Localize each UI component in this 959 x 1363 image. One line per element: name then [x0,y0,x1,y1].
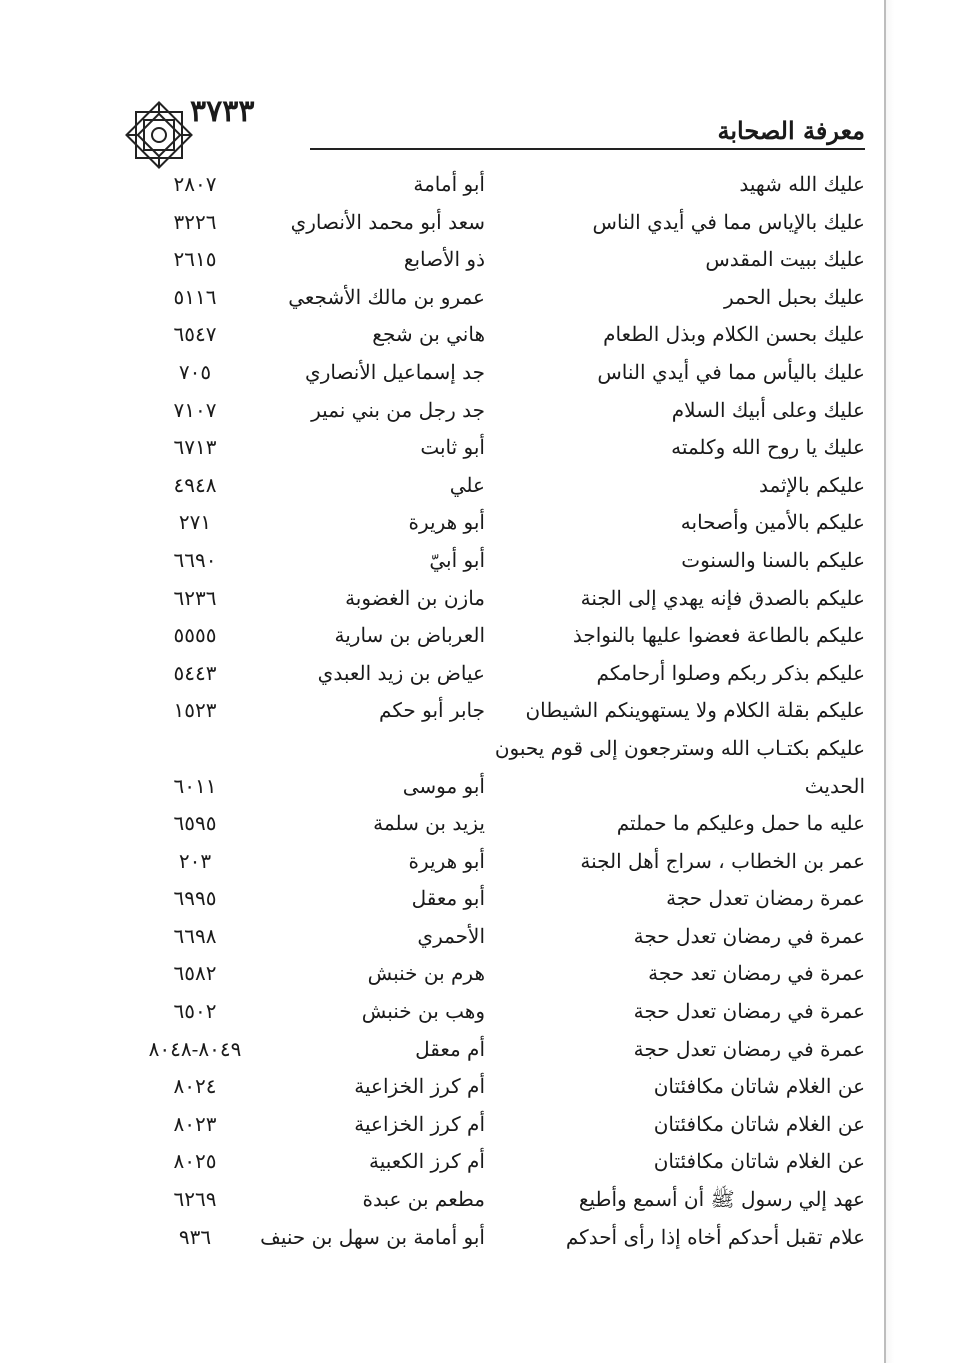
index-row [130,957,865,995]
hadith-text: عن الغلام شاتان مكافئتان [653,1074,865,1099]
star-ornament-icon [120,96,198,174]
page-edge-line [884,0,886,1363]
index-row [130,694,865,732]
index-row [130,243,865,281]
narrator-name: عياض بن زيد العبدي [317,660,485,685]
narrator-name: أبو ثابت [420,435,485,460]
reference-number: ٦٢٣٦ [173,585,217,610]
hadith-text: عن الغلام شاتان مكافئتان [653,1149,865,1174]
narrator-name: هرم بن خنبش [367,961,485,986]
index-row [130,506,865,544]
running-title: معرفة الصحابة [717,116,865,145]
reference-number: ٧١٠٧ [173,397,217,422]
index-row [130,920,865,958]
reference-number: ٥١١٦ [173,284,217,309]
narrator-name: أم كرز الخزاعية [354,1074,485,1099]
narrator-name: العرباض بن سارية [334,623,485,648]
index-row [130,732,865,770]
index-row [130,206,865,244]
index-row [130,770,865,808]
narrator-name: أبو معقل [411,886,485,911]
narrator-name: مازن بن الغضوبة [345,585,485,610]
narrator-name: جابر أبو حكم [379,698,485,723]
hadith-text: عن الغلام شاتان مكافئتان [653,1111,865,1136]
reference-number: ٦٦٩٠ [173,547,217,572]
hadith-text: عمرة في رمضان تعدل حجة [633,999,865,1024]
index-row [130,431,865,469]
hadith-text: عليكم بكتـاب الله وسترجعون إلى قوم يحبون [494,735,865,760]
index-row [130,845,865,883]
reference-number: ٧٠٥ [178,359,212,384]
hadith-text: عليكم بقلة الكلام ولا يستهوينكم الشيطان [525,698,865,723]
hadith-text: الحديث [804,773,865,798]
narrator-name: يزيد بن سلمة [373,811,485,836]
index-row [130,582,865,620]
hadith-text: عليك بحبل الحمر [724,284,865,309]
narrator-name: جد إسماعيل الأنصاري [305,359,485,384]
narrator-name: أبو أبيّ [429,547,485,572]
hadith-text: عليك يا روح الله وكلمته [671,435,865,460]
hadith-text: عليه ما حمل وعليكم ما حملتم [616,811,865,836]
index-row [130,882,865,920]
hadith-text: عليك الله شهيد [739,172,865,196]
index-row [130,1033,865,1071]
narrator-name: أم كرز الكعبية [368,1149,485,1174]
header-rule [310,148,865,150]
index-row [130,995,865,1033]
narrator-name: مطعم بن عبدة [362,1187,485,1212]
reference-number: ٥٥٥٥ [173,623,217,648]
reference-number: ٢٨٠٧ [173,172,217,196]
narrator-name: الأحمري [417,923,485,948]
reference-number: ٦٥٨٢ [173,961,217,986]
hadith-text: عهد إلي رسول ﷺ أن أسمع وأطيع [578,1187,865,1212]
index-list [130,168,865,1258]
hadith-text: عليك باليأس مما في أيدي الناس [597,359,865,384]
reference-number: ٢٧١ [178,510,212,535]
hadith-text: عمرة رمضان تعدل حجة [666,886,865,911]
reference-number: ٢٠٣ [178,848,212,873]
index-row [130,619,865,657]
reference-number: ١٥٢٣ [173,698,217,723]
hadith-text: عمرة في رمضان تعدل حجة [633,1036,865,1061]
narrator-name: أم معقل [415,1036,485,1061]
narrator-name: أبو أمامة [413,172,485,196]
narrator-name: أبو هريرة [408,510,485,535]
reference-number: ٨٠٢٣ [173,1111,217,1136]
reference-number: ٦٩٩٥ [173,886,217,911]
reference-number: ٥٤٤٣ [173,660,217,685]
narrator-name: سعد أبو محمد الأنصاري [290,209,485,234]
hadith-text: عليكم بالإثمد [759,472,865,497]
narrator-name: عمرو بن مالك الأشجعي [288,284,485,309]
page-edge-shadow [884,0,959,1363]
reference-number: ٦٢٦٩ [173,1187,217,1212]
index-row [130,356,865,394]
reference-number: ٦٥٠٢ [173,999,217,1024]
reference-number: ٤٩٤٨ [173,472,217,497]
reference-number: ٨٠٤٩-٨٠٤٨ [148,1036,242,1061]
hadith-text: عليكم بالصدق فإنه يهدي إلى الجنة [580,585,865,610]
page-number: ٣٧٣٣ [190,94,255,129]
index-row [130,394,865,432]
index-row [130,469,865,507]
narrator-name: ذو الأصابع [403,247,485,272]
index-row [130,1183,865,1221]
reference-number: ٣٢٢٦ [173,209,217,234]
reference-number: ٢٦١٥ [173,247,217,272]
hadith-text: عمر بن الخطاب ، سراج أهل الجنة [580,848,865,873]
narrator-name: أبو أمامة بن سهل بن حنيف [260,1224,485,1249]
index-row [130,1221,865,1259]
narrator-name: علي [449,472,485,497]
narrator-name: أبو هريرة [408,848,485,873]
narrator-name: وهب بن خنبش [361,999,485,1024]
hadith-text: عليك وعلى أبيك السلام [671,397,865,422]
hadith-text: عليكم بالأمين وأصحابه [680,510,865,535]
hadith-text: عليك ببيت المقدس [705,247,865,272]
narrator-name: أم كرز الخزاعية [354,1111,485,1136]
index-row [130,318,865,356]
index-row [130,1108,865,1146]
reference-number: ٨٠٢٥ [173,1149,217,1174]
hadith-text: عمرة في رمضان تعد حجة [648,961,865,986]
reference-number: ٦٧١٣ [173,435,217,460]
hadith-text: علام تقبل أحدكم أخاه إذا رأى أحدكم [565,1224,865,1249]
reference-number: ٦٠١١ [173,773,217,798]
hadith-text: عليكم بالطاعة فعضوا عليها بالنواجذ [572,623,865,648]
hadith-text: عمرة في رمضان تعدل حجة [633,923,865,948]
index-row [130,1070,865,1108]
hadith-text: عليك بحسن الكلام وبذل الطعام [603,322,865,347]
reference-number: ٦٥٩٥ [173,811,217,836]
reference-number: ٨٠٢٤ [173,1074,217,1099]
index-row [130,657,865,695]
reference-number: ٦٦٩٨ [173,923,217,948]
page-header [110,88,865,148]
index-row [130,281,865,319]
narrator-name: هاني بن شجع [372,322,485,347]
reference-number: ٩٣٦ [178,1224,212,1249]
narrator-name: جد رجل من بني نمير [311,397,485,422]
hadith-text: عليكم بالسنا والسنوت [681,547,865,572]
index-row [130,807,865,845]
index-row [130,544,865,582]
hadith-text: عليك بالإياس مما في أيدي الناس [592,209,865,234]
narrator-name: أبو موسى [402,773,485,798]
reference-number: ٦٥٤٧ [173,322,217,347]
index-row [130,1145,865,1183]
hadith-text: عليكم بذكر ربكم وصلوا أرحامكم [596,660,865,685]
index-row [130,168,865,206]
